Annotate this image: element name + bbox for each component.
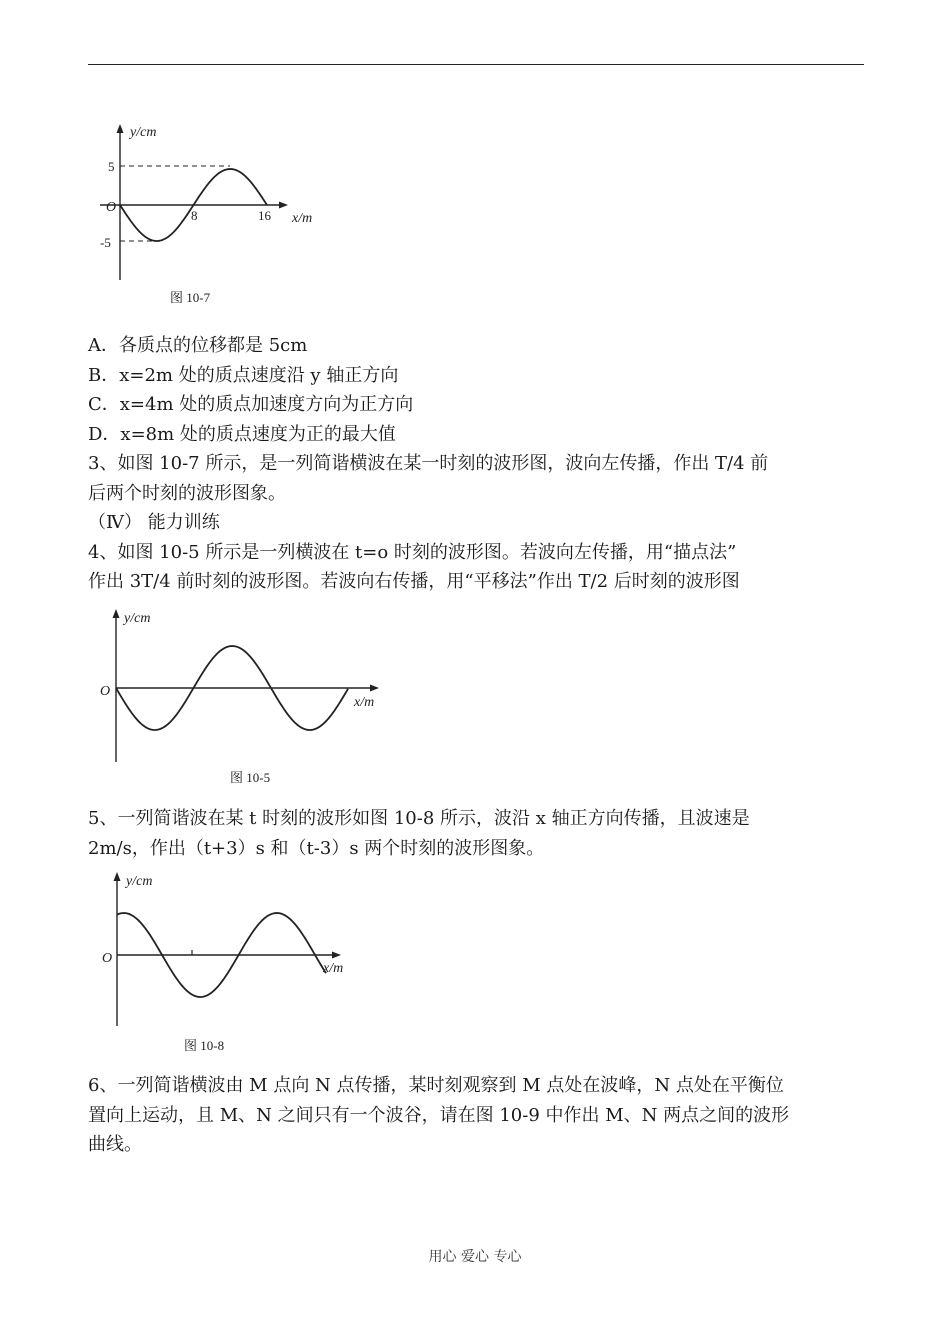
q6-line-2: 置向上运动，且 M、N 之间只有一个波谷，请在图 10-9 中作出 M、N 两点之间的波形 (88, 1104, 790, 1126)
option-b: B．x=2m 处的质点速度沿 y 轴正方向 (88, 364, 399, 386)
x-axis-arrow (332, 952, 341, 959)
page-footer: 用心 爱心 专心 (428, 1249, 522, 1265)
y-axis-label: y/cm (130, 125, 157, 140)
figure-10-8-svg (96, 866, 376, 1062)
figure-caption: 图 10-8 (184, 1038, 225, 1053)
y-axis-arrow (113, 609, 120, 618)
option-c: C．x=4m 处的质点加速度方向为正方向 (88, 394, 414, 415)
figure-10-5 (96, 602, 396, 792)
y-axis-label: y/cm (126, 874, 153, 889)
question-6-text (88, 1071, 868, 1160)
x-axis-label: x/m (292, 211, 313, 226)
option-a: A．各质点的位移都是 5cm (88, 335, 308, 356)
figure-10-7 (96, 118, 346, 318)
question-text-upper (88, 331, 868, 597)
option-d: D．x=8m 处的质点速度为正的最大值 (88, 423, 396, 445)
origin-label: O (100, 684, 111, 699)
y-tick-neg5: -5 (100, 235, 111, 250)
y-axis-label: y/cm (124, 611, 151, 626)
q5-line-1: 5、一列简谐波在某 t 时刻的波形如图 10-8 所示，波沿 x 轴正方向传播，且波速是 (88, 808, 750, 829)
x-axis-label: x/m (323, 961, 344, 976)
y-axis-arrow (117, 124, 124, 133)
q3-line-1: 3、如图 10-7 所示，是一列简谐横波在某一时刻的波形图，波向左传播，作出 T/4 前 (88, 453, 769, 474)
x-tick-16: 16 (258, 208, 271, 223)
q4-line-1: 4、如图 10-5 所示是一列横波在 t=o 时刻的波形图。若波向左传播，用“描点法” (88, 541, 737, 563)
origin-label: O (102, 951, 113, 966)
figure-10-7-svg (96, 118, 346, 318)
q5-line-2: 2m/s，作出（t+3）s 和（t-3）s 两个时刻的波形图象。 (88, 837, 545, 859)
x-tick-8: 8 (191, 208, 198, 223)
section-heading: （Ⅳ） 能力训练 (88, 512, 220, 533)
q6-line-3: 曲线。 (88, 1134, 142, 1155)
q6-line-1: 6、一列简谐横波由 M 点向 N 点传播，某时刻观察到 M 点处在波峰，N 点处在平衡位 (88, 1075, 784, 1096)
x-axis-label: x/m (354, 695, 375, 710)
y-tick-5: 5 (108, 159, 115, 174)
figure-caption: 图 10-5 (230, 770, 271, 785)
y-axis-arrow (114, 872, 121, 881)
x-axis-arrow (370, 685, 379, 692)
origin-label: O (106, 200, 117, 215)
figure-10-8 (96, 866, 376, 1062)
x-axis-arrow (279, 202, 288, 209)
q4-line-2: 作出 3T/4 前时刻的波形图。若波向右传播，用“平移法”作出 T/2 后时刻的波形图 (88, 571, 740, 592)
figure-caption: 图 10-7 (170, 290, 211, 305)
figure-10-5-svg (96, 602, 396, 792)
header-rule (88, 64, 864, 65)
question-5-text (88, 804, 868, 863)
q3-line-2: 后两个时刻的波形图象。 (88, 482, 286, 504)
